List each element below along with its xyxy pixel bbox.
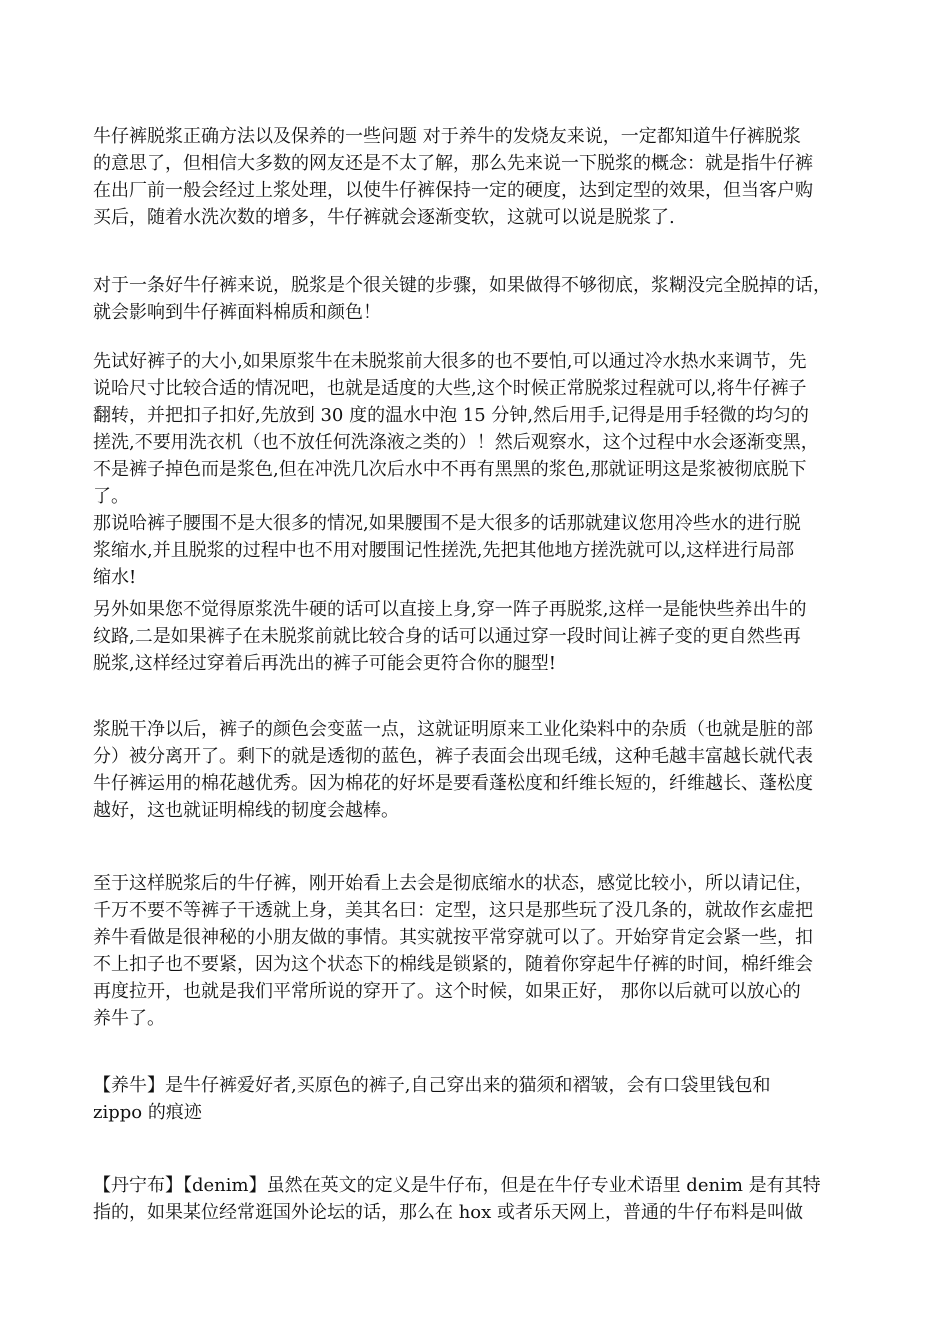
paragraph-after-desizing-color — [93, 716, 873, 824]
text-line: 【丹宁布】【denim】虽然在英文的定义是牛仔布，但是在牛仔专业术语里 denim 是有其特 — [93, 1175, 821, 1196]
text-line: 先试好裤子的大小,如果原浆牛在未脱浆前大很多的也不要怕,可以通过冷水热水来调节，先 — [93, 351, 807, 372]
text-line: 浆脱干净以后，裤子的颜色会变蓝一点，这就证明原来工业化染料中的杂质（也就是脏的部 — [93, 719, 813, 740]
text-line: 分）被分离开了。剩下的就是透彻的蓝色，裤子表面会出现毛绒，这种毛越丰富越长就代表 — [93, 746, 813, 767]
paragraph-desizing-steps — [93, 348, 873, 591]
text-line: 缩水! — [93, 567, 137, 588]
text-line: 指的，如果某位经常逛国外论坛的话，那么在 hox 或者乐天网上，普通的牛仔布料是叫做 — [93, 1202, 804, 1223]
text-line: 牛仔裤脱浆正确方法以及保养的一些问题 对于养牛的发烧友来说，一定都知道牛仔裤脱浆 — [93, 126, 801, 147]
text-line: 另外如果您不觉得原浆洗牛硬的话可以直接上身,穿一阵子再脱浆,这样一是能快些养出牛的 — [93, 599, 807, 620]
text-line: 至于这样脱浆后的牛仔裤，刚开始看上去会是彻底缩水的状态，感觉比较小，所以请记住， — [93, 873, 813, 894]
text-line: 牛仔裤运用的棉花越优秀。因为棉花的好坏是要看蓬松度和纤维长短的，纤维越长、蓬松度 — [93, 773, 813, 794]
text-line: 千万不要不等裤子干透就上身，美其名曰：定型，这只是那些玩了没几条的，就故作玄虚把 — [93, 900, 813, 921]
text-line: 不上扣子也不要紧，因为这个状态下的棉线是锁紧的，随着你穿起牛仔裤的时间，棉纤维会 — [93, 954, 813, 975]
text-line: zippo 的痕迹 — [93, 1102, 202, 1123]
paragraph-desizing-importance — [93, 272, 873, 326]
text-line: 的意思了，但相信大多数的网友还是不太了解，那么先来说一下脱浆的概念：就是指牛仔裤 — [93, 153, 813, 174]
text-line: 买后，随着水洗次数的增多，牛仔裤就会逐渐变软，这就可以说是脱浆了. — [93, 207, 675, 228]
paragraph-wear-first — [93, 596, 873, 677]
text-line: 那说哈裤子腰围不是大很多的情况,如果腰围不是大很多的话那就建议您用冷些水的进行脱 — [93, 513, 801, 534]
text-line: 不是裤子掉色而是浆色,但在冲洗几次后水中不再有黑黑的浆色,那就证明这是浆被彻底脱下 — [93, 459, 807, 480]
text-line: 【养牛】是牛仔裤爱好者,买原色的裤子,自己穿出来的猫须和褶皱，会有口袋里钱包和 — [93, 1075, 771, 1096]
text-line: 养牛了。 — [93, 1008, 165, 1029]
text-line: 浆缩水,并且脱浆的过程中也不用对腰围记性搓洗,先把其他地方搓洗就可以,这样进行局部 — [93, 540, 795, 561]
text-line: 说哈尺寸比较合适的情况吧，也就是适度的大些,这个时候正常脱浆过程就可以,将牛仔裤子 — [93, 378, 807, 399]
text-line: 翻转，并把扣子扣好,先放到 30 度的温水中泡 15 分钟,然后用手,记得是用手轻微的均匀的 — [93, 405, 809, 426]
paragraph-denim-desizing-intro — [93, 123, 873, 231]
text-line: 养牛看做是很神秘的小朋友做的事情。其实就按平常穿就可以了。开始穿肯定会紧一些，扣 — [93, 927, 813, 948]
text-line: 搓洗,不要用洗衣机（也不放任何洗涤液之类的）！然后观察水，这个过程中水会逐渐变黑， — [93, 432, 819, 453]
text-line: 纹路,二是如果裤子在未脱浆前就比较合身的话可以通过穿一段时间让裤子变的更自然些再 — [93, 626, 801, 647]
text-line: 在出厂前一般会经过上浆处理，以使牛仔裤保持一定的硬度，达到定型的效果，但当客户购 — [93, 180, 813, 201]
text-line: 再度拉开，也就是我们平常所说的穿开了。这个时候，如果正好， 那你以后就可以放心的 — [93, 981, 801, 1002]
text-line: 越好，这也就证明棉线的韧度会越棒。 — [93, 800, 399, 821]
text-line: 就会影响到牛仔裤面料棉质和颜色！ — [93, 302, 381, 323]
text-line: 对于一条好牛仔裤来说，脱浆是个很关键的步骤，如果做得不够彻底，浆糊没完全脱掉的话， — [93, 275, 831, 296]
paragraph-term-denim — [93, 1172, 873, 1226]
paragraph-term-yangniu — [93, 1072, 873, 1126]
paragraph-shrink-state — [93, 870, 873, 1032]
text-line: 了。 — [93, 486, 129, 507]
text-line: 脱浆,这样经过穿着后再洗出的裤子可能会更符合你的腿型! — [93, 653, 556, 674]
